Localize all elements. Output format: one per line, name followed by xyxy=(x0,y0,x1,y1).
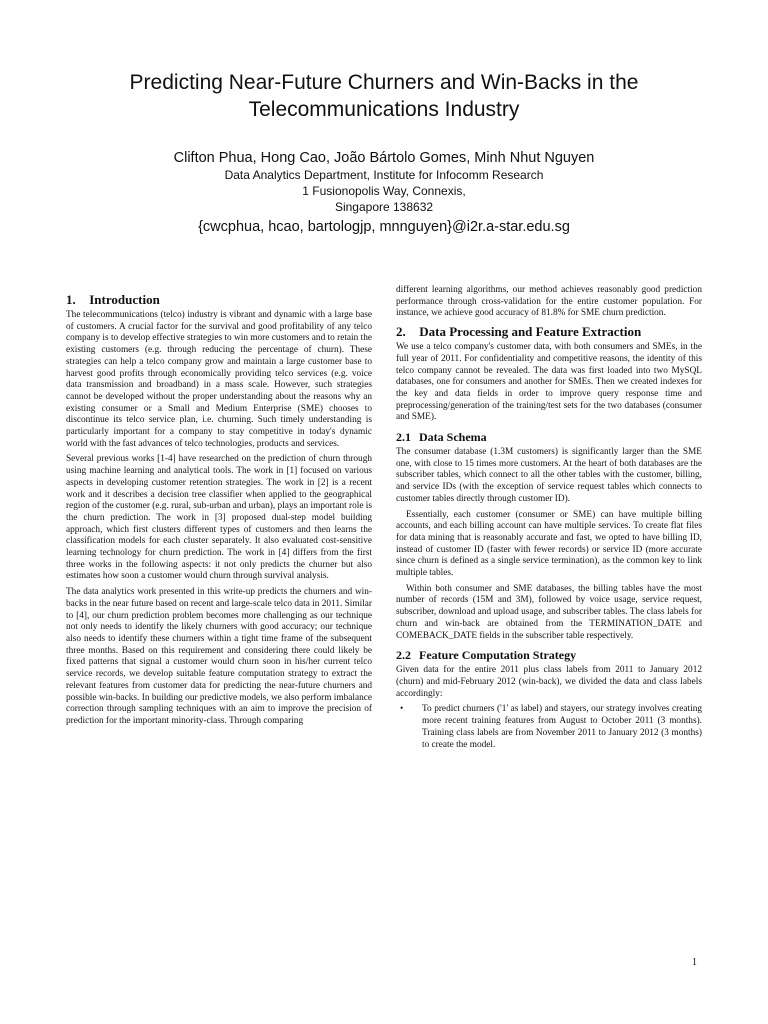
affiliation-department: Data Analytics Department, Institute for Infocomm Research xyxy=(224,168,544,182)
bullet-marker: • xyxy=(400,704,404,715)
bullet-text: To predict churners ('1' as label) and stayers, our strategy involves creating more recent training features from August to October 2011 (3 months). Training class labels are from November 2011 to January 2012 (3 months) to create the model. xyxy=(422,704,702,750)
intro-paragraph-1: The telecommunications (telco) industry is vibrant and dynamic with a large base of customers. A crucial factor for the survival and good profitability of any telco company is to develop effective strategies to win more customers and to retain the existing customers (e.g. through reducing the percentage of churn). These strategies can help a telco company grow and maintain a large customer base to harvest good profits through economically providing telco services (e.g. voice data transmission and broadband) in a mass scale. However, such strategies cannot be developed without the proper understanding about the reasons why an existing consumer or a Small and Medium Enterprise (SME) chooses to discontinue its telco service plan, i.e. churning. Such timely understanding is particularly important for a company to stay competitive in today's dynamic world with the fast advances of telco technologies, products and services. xyxy=(66,310,372,449)
intro-paragraph-2: Several previous works [1-4] have researched on the prediction of churn through using machine learning and analytical tools. The work in [1] focused on various aspects in developing customer retention strategies. The work in [2] is a recent work and it describes a decision tree classifier when applied to the geographical region of the customer (e.g. rural, sub-urban and urban), plays an important role is the churn prediction. The work in [3] proposed dual-step model building approach, which first clusters different types of customers and then learns the classification models for each cluster separately. It also evaluated cost-sensitive learning technology for churn prediction. The work in [4] differs from the first three works in the following aspects: it not only predicts the churner but also estimates how soon a customer would churn through survival analysis. xyxy=(66,454,372,582)
right-column xyxy=(396,285,702,755)
subsection-heading-data-schema xyxy=(396,430,702,444)
page-number: 1 xyxy=(692,957,697,968)
affiliation-city: Singapore 138632 xyxy=(334,200,434,214)
section-heading-introduction xyxy=(66,292,372,307)
intro-paragraph-continued: different learning algorithms, our method achieves reasonably good prediction performance through cross-validation for the entire customer population. For instance, we achieve good accuracy of 81.8% for SME churn prediction. xyxy=(396,285,702,319)
subsection-title: Data Schema xyxy=(419,430,487,445)
data-schema-paragraph-1: The consumer database (1.3M customers) is significantly larger than the SME one, with close to 15 times more customers. At the heart of both databases are the subscriber tables, which connect to all the other tables with the customer, billing, and service IDs (with the exception of service request tables which connects to customer tables directly through customer ID). xyxy=(396,447,702,504)
subsection-title: Feature Computation Strategy xyxy=(419,648,577,663)
paper-title xyxy=(40,69,728,123)
section-number: 1. xyxy=(66,292,76,307)
left-column xyxy=(66,288,372,732)
author-emails: {cwcphua, hcao, bartologjp, mnnguyen}@i2r.a-star.edu.sg xyxy=(198,219,570,235)
section-heading-data-processing xyxy=(396,324,702,339)
subsection-heading-feature-computation xyxy=(396,648,702,662)
data-processing-paragraph: We use a telco company's customer data, with both consumers and SMEs, in the full year of 2011. For confidentiality and competitive reasons, the identity of this telco company cannot be revealed. The data was first loaded into two MySQL databases, one for consumers and another for SMEs. Then we created indexes for the key and data fields in order to improve query response time and preprocessing/generation of the training/test sets for the two databases (consumer and SME). xyxy=(396,342,702,423)
feature-computation-paragraph: Given data for the entire 2011 plus class labels from 2011 to January 2012 (churn) and mid-February 2012 (win-back), we divided the data and class labels accordingly: xyxy=(396,665,702,699)
affiliation-address: 1 Fusionopolis Way, Connexis, xyxy=(302,184,466,198)
bullet-list-item xyxy=(400,704,702,755)
subsection-number: 2.1 xyxy=(396,430,411,445)
data-schema-paragraph-2: Essentially, each customer (consumer or SME) can have multiple billing accounts, and each billing account can have multiple services. To create flat files for data mining that is reasonably accurate and fast, we opted to have billing ID, instead of customer ID (faster with fewer records) or service ID (more accurate since churn is defined as a single service termination), as the common key to link multiple tables. xyxy=(396,509,702,579)
author-list: Clifton Phua, Hong Cao, João Bártolo Gomes, Minh Nhut Nguyen xyxy=(173,150,595,166)
section-title: Data Processing and Feature Extraction xyxy=(419,324,642,340)
section-number: 2. xyxy=(396,324,406,340)
intro-paragraph-3: The data analytics work presented in this write-up predicts the churners and win-backs in the near future based on recent and large-scale telco data in 2011. Similar to [4], our churn prediction problem becomes more challenging as our technique not only needs to identify the likely churners with good accuracy; our technique also needs to identify these churners within a tight time frame of the subsequent three months. Based on this requirement and considering there could likely be fixed patterns that signal a customer would churn soon in his/her current telco service records, we develop suitable feature computation strategy to extract the relevant features from customer data for predicting the near-future churners and possible win-backs. In building our predictive models, we also perform imbalance correction through sampling techniques with an aim to improve the precision of prediction for the important minority-class. Through comparing xyxy=(66,587,372,726)
section-title: Introduction xyxy=(89,292,160,307)
data-schema-paragraph-3: Within both consumer and SME databases, the billing tables have the most number of records (15M and 3M), followed by voice usage, service request, subscriber, download and upload usage, and subscriber tables. The class labels for churn and win-back are obtained from the TERMINATION_DATE and COMEBACK_DATE fields in the subscriber table respectively. xyxy=(396,583,702,641)
title-line-2: Telecommunications Industry xyxy=(248,98,520,121)
title-line-1: Predicting Near-Future Churners and Win-Backs in the xyxy=(129,71,639,94)
subsection-number: 2.2 xyxy=(396,648,411,663)
